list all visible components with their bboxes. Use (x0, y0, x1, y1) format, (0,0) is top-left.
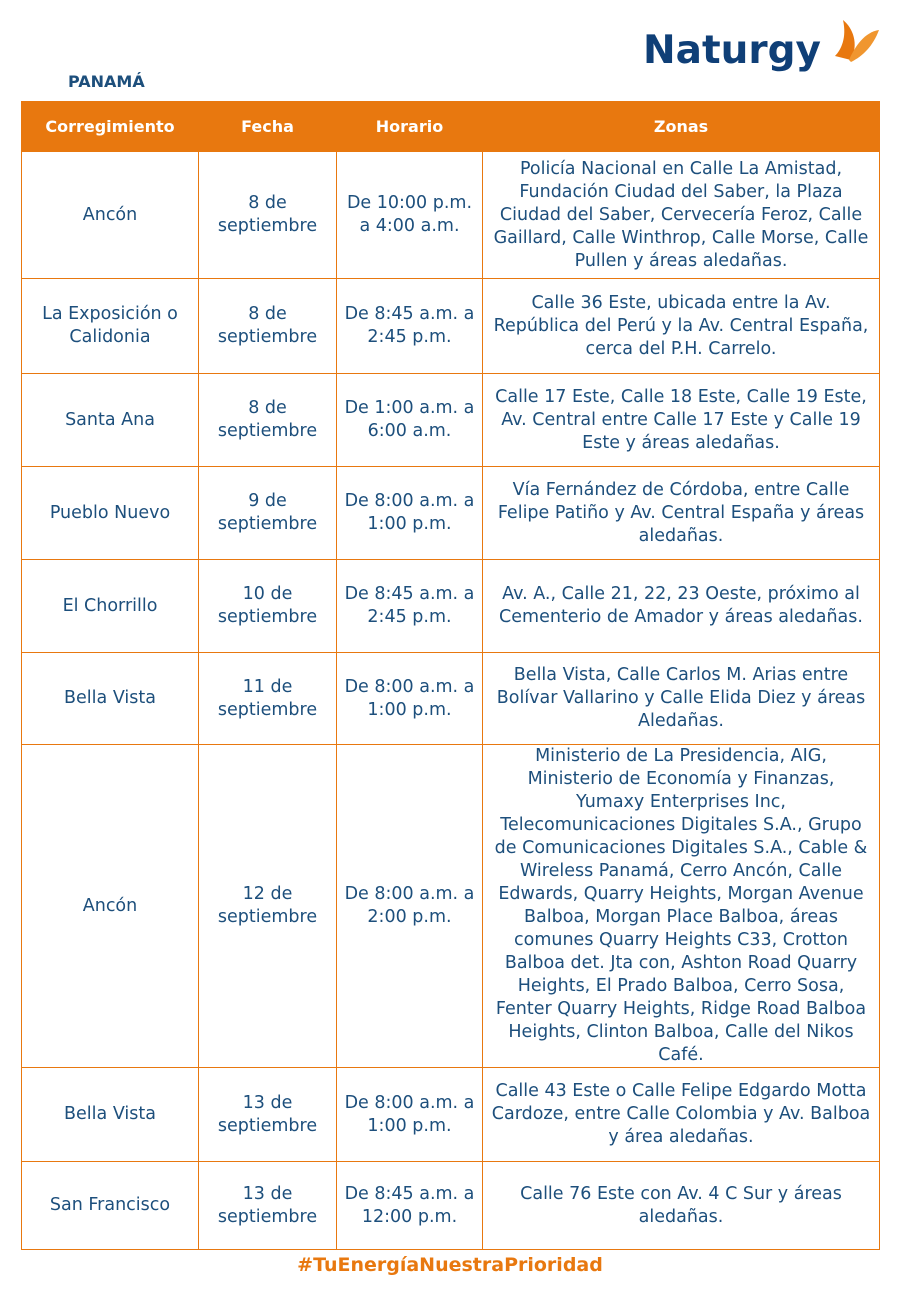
cell-zonas: Bella Vista, Calle Carlos M. Arias entre Bolívar Vallarino y Calle Elida Diez y áreas Aledañas. (483, 653, 880, 745)
cell-zonas: Calle 17 Este, Calle 18 Este, Calle 19 Este, Av. Central entre Calle 17 Este y Calle 19 Este y áreas aledañas. (483, 374, 880, 467)
table-row (22, 152, 880, 279)
header-fecha: Fecha (199, 102, 337, 152)
cell-horario: De 8:00 a.m. a 1:00 p.m. (337, 653, 483, 745)
cell-horario: De 8:45 a.m. a 2:45 p.m. (337, 279, 483, 374)
country-label: PANAMÁ (68, 72, 145, 91)
cell-zonas: Calle 76 Este con Av. 4 C Sur y áreas aledañas. (483, 1162, 880, 1250)
cell-corregimiento: Ancón (22, 152, 199, 279)
cell-corregimiento: Bella Vista (22, 1068, 199, 1162)
cell-horario: De 1:00 a.m. a 6:00 a.m. (337, 374, 483, 467)
table-row (22, 653, 880, 745)
cell-corregimiento: Ancón (22, 745, 199, 1068)
header-zonas: Zonas (483, 102, 880, 152)
table-row (22, 467, 880, 560)
cell-corregimiento: Pueblo Nuevo (22, 467, 199, 560)
table-row (22, 1068, 880, 1162)
cell-fecha: 8 de septiembre (199, 152, 337, 279)
cell-fecha: 10 de septiembre (199, 560, 337, 653)
cell-corregimiento: La Exposición o Calidonia (22, 279, 199, 374)
table-row (22, 1162, 880, 1250)
cell-zonas: Calle 43 Este o Calle Felipe Edgardo Motta Cardoze, entre Calle Colombia y Av. Balboa y área aledañas. (483, 1068, 880, 1162)
table-row (22, 560, 880, 653)
cell-corregimiento: San Francisco (22, 1162, 199, 1250)
schedule-table (21, 101, 880, 1250)
cell-zonas: Calle 36 Este, ubicada entre la Av. República del Perú y la Av. Central España, cerca del P.H. Carrelo. (483, 279, 880, 374)
table-row (22, 745, 880, 1068)
cell-corregimiento: Bella Vista (22, 653, 199, 745)
table-row (22, 279, 880, 374)
cell-corregimiento: El Chorrillo (22, 560, 199, 653)
cell-horario: De 8:45 a.m. a 12:00 p.m. (337, 1162, 483, 1250)
brand-name: Naturgy (643, 28, 821, 73)
naturgy-logo (643, 14, 883, 84)
cell-zonas: Ministerio de La Presidencia, AIG, Ministerio de Economía y Finanzas, Yumaxy Enterprises Inc, Telecomunicaciones Digitales S.A., Grupo de Comunicaciones Digitales S.A., Cable & Wireless Panamá, Cerro Ancón, Calle Edwards, Quarry Heights, Morgan Avenue Balboa, Morgan Place Balboa, áreas comunes Quarry Heights C33, Crotton Balboa det. Jta con, Ashton Road Quarry Heights, El Prado Balboa, Cerro Sosa, Fenter Quarry Heights, Ridge Road Balboa Heights, Clinton Balboa, Calle del Nikos Café. (483, 745, 880, 1068)
cell-fecha: 13 de septiembre (199, 1068, 337, 1162)
cell-fecha: 11 de septiembre (199, 653, 337, 745)
cell-horario: De 10:00 p.m. a 4:00 a.m. (337, 152, 483, 279)
cell-zonas: Policía Nacional en Calle La Amistad, Fundación Ciudad del Saber, la Plaza Ciudad del Saber, Cervecería Feroz, Calle Gaillard, Calle Winthrop, Calle Morse, Calle Pullen y áreas aledañas. (483, 152, 880, 279)
table-header-row (22, 102, 880, 152)
cell-fecha: 8 de septiembre (199, 374, 337, 467)
cell-horario: De 8:00 a.m. a 2:00 p.m. (337, 745, 483, 1068)
cell-fecha: 13 de septiembre (199, 1162, 337, 1250)
cell-fecha: 8 de septiembre (199, 279, 337, 374)
header-horario: Horario (337, 102, 483, 152)
campaign-hashtag: #TuEnergíaNuestraPrioridad (297, 1254, 603, 1276)
cell-zonas: Av. A., Calle 21, 22, 23 Oeste, próximo al Cementerio de Amador y áreas aledañas. (483, 560, 880, 653)
table-row (22, 374, 880, 467)
cell-horario: De 8:45 a.m. a 2:45 p.m. (337, 560, 483, 653)
cell-fecha: 12 de septiembre (199, 745, 337, 1068)
cell-horario: De 8:00 a.m. a 1:00 p.m. (337, 467, 483, 560)
header-corregimiento: Corregimiento (22, 102, 199, 152)
butterfly-icon (833, 16, 879, 68)
cell-fecha: 9 de septiembre (199, 467, 337, 560)
cell-corregimiento: Santa Ana (22, 374, 199, 467)
cell-horario: De 8:00 a.m. a 1:00 p.m. (337, 1068, 483, 1162)
cell-zonas: Vía Fernández de Córdoba, entre Calle Felipe Patiño y Av. Central España y áreas aledañas. (483, 467, 880, 560)
